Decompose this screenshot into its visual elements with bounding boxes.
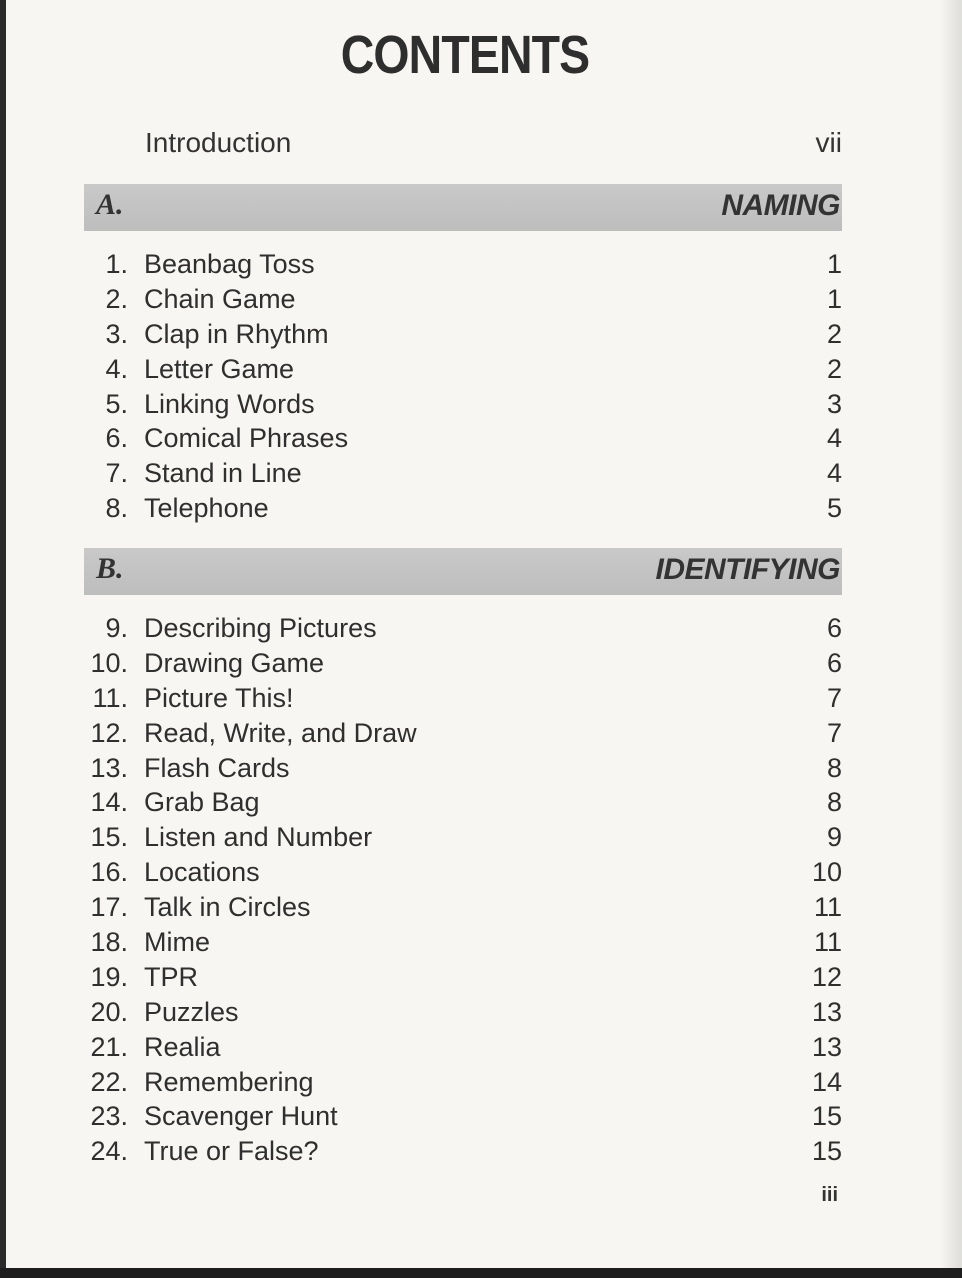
entry-number: 20. — [90, 996, 128, 1027]
entry-number: 6. — [105, 423, 128, 454]
toc-entry[interactable] — [0, 354, 962, 389]
toc-entry[interactable] — [0, 1101, 962, 1136]
page-title: CONTENTS — [340, 25, 590, 85]
entry-page-number: 8 — [826, 787, 842, 818]
entry-title[interactable]: Locations — [144, 857, 260, 888]
folio-page-number: iii — [821, 1184, 838, 1206]
entry-title[interactable]: Picture This! — [144, 682, 294, 713]
toc-entry[interactable] — [0, 822, 962, 857]
entry-title[interactable]: Chain Game — [144, 283, 296, 314]
entry-number: 9. — [105, 613, 128, 643]
entry-number: 15. — [90, 822, 128, 853]
entry-page-number: 14 — [811, 1066, 842, 1097]
toc-entry[interactable] — [0, 389, 962, 424]
entry-page-number: 9 — [826, 822, 842, 853]
entry-title[interactable]: Flash Cards — [144, 752, 290, 783]
toc-entry[interactable] — [0, 718, 962, 753]
entry-number: 13. — [90, 752, 128, 783]
entry-page-number: 5 — [826, 493, 842, 524]
intro-label[interactable]: Introduction — [145, 127, 292, 158]
entry-number: 23. — [90, 1101, 128, 1132]
entry-page-number: 6 — [826, 613, 842, 643]
toc-entry[interactable] — [0, 249, 962, 284]
toc-entry[interactable] — [0, 613, 962, 648]
entry-title[interactable]: Telephone — [144, 493, 269, 524]
entry-number: 12. — [90, 717, 128, 748]
intro-page-number: vii — [815, 127, 842, 158]
toc-entry[interactable] — [0, 1032, 962, 1067]
section-header-a — [84, 184, 842, 231]
entry-title[interactable]: Talk in Circles — [144, 892, 311, 923]
entry-title[interactable]: Listen and Number — [144, 822, 373, 853]
entry-page-number: 13 — [811, 1031, 842, 1062]
section-name: IDENTIFYING — [655, 553, 840, 586]
entry-title[interactable]: Drawing Game — [144, 647, 325, 678]
toc-entry[interactable] — [0, 997, 962, 1032]
entry-number: 10. — [90, 647, 128, 678]
section-letter: A. — [96, 188, 124, 221]
entry-page-number: 2 — [826, 318, 842, 349]
entry-page-number: 11 — [813, 927, 842, 958]
entry-title[interactable]: Beanbag Toss — [144, 249, 315, 279]
toc-entry[interactable] — [0, 458, 962, 493]
entry-title[interactable]: Mime — [144, 927, 210, 958]
entry-title[interactable]: Stand in Line — [144, 458, 302, 489]
entry-number: 1. — [105, 249, 128, 279]
toc-entry[interactable] — [0, 857, 962, 892]
entry-page-number: 7 — [826, 682, 842, 713]
toc-entry[interactable] — [0, 683, 962, 718]
entry-page-number: 3 — [826, 388, 842, 419]
entry-title[interactable]: Grab Bag — [144, 787, 260, 818]
entry-page-number: 4 — [826, 423, 842, 454]
section-name: NAMING — [721, 189, 840, 222]
toc-entry[interactable] — [0, 1067, 962, 1102]
entry-number: 16. — [90, 857, 128, 888]
toc-entry[interactable] — [0, 1136, 962, 1171]
toc-entry[interactable] — [0, 787, 962, 822]
entry-page-number: 13 — [811, 996, 842, 1027]
entry-number: 21. — [90, 1031, 128, 1062]
entry-number: 8. — [105, 493, 128, 524]
page-edge-bottom — [0, 1268, 962, 1278]
entry-number: 2. — [105, 283, 128, 314]
toc-entry[interactable] — [0, 493, 962, 528]
entry-number: 7. — [105, 458, 128, 489]
entry-page-number: 11 — [813, 892, 842, 923]
entry-page-number: 6 — [826, 647, 842, 678]
section-header-b — [84, 548, 842, 595]
entry-page-number: 12 — [811, 961, 842, 992]
toc-entry[interactable] — [0, 892, 962, 927]
entry-title[interactable]: Remembering — [144, 1066, 314, 1097]
entry-title[interactable]: Realia — [144, 1031, 221, 1062]
entry-title[interactable]: Puzzles — [144, 996, 239, 1027]
toc-list-a — [0, 249, 962, 528]
entry-page-number: 10 — [811, 857, 842, 888]
toc-entry[interactable] — [0, 753, 962, 788]
entry-number: 17. — [90, 892, 128, 923]
toc-entry[interactable] — [0, 648, 962, 683]
entry-title[interactable]: Comical Phrases — [144, 423, 349, 454]
entry-page-number: 1 — [826, 283, 842, 314]
entry-title[interactable]: Letter Game — [144, 353, 295, 384]
entry-number: 19. — [90, 961, 128, 992]
entry-number: 14. — [90, 787, 128, 818]
entry-number: 18. — [90, 927, 128, 958]
toc-entry[interactable] — [0, 284, 962, 319]
toc-entry[interactable] — [0, 962, 962, 997]
toc-entry[interactable] — [0, 319, 962, 354]
section-letter: B. — [96, 552, 124, 585]
entry-number: 24. — [90, 1136, 128, 1167]
toc-entry[interactable] — [0, 927, 962, 962]
entry-page-number: 4 — [826, 458, 842, 489]
entry-number: 5. — [105, 388, 128, 419]
entry-title[interactable]: Scavenger Hunt — [144, 1101, 338, 1132]
entry-title[interactable]: True or False? — [144, 1136, 319, 1167]
entry-page-number: 15 — [811, 1101, 842, 1132]
entry-page-number: 7 — [826, 717, 842, 748]
entry-page-number: 2 — [826, 353, 842, 384]
entry-page-number: 8 — [826, 752, 842, 783]
entry-number: 4. — [105, 353, 128, 384]
entry-number: 22. — [90, 1066, 128, 1097]
entry-number: 11. — [92, 682, 128, 713]
entry-title[interactable]: Linking Words — [144, 388, 315, 419]
entry-title[interactable]: Read, Write, and Draw — [144, 717, 417, 748]
toc-list-b — [0, 613, 962, 1171]
entry-title[interactable]: Clap in Rhythm — [144, 318, 329, 349]
entry-title[interactable]: TPR — [144, 961, 198, 992]
entry-page-number: 15 — [811, 1136, 842, 1167]
entry-title[interactable]: Describing Pictures — [144, 613, 377, 643]
toc-entry[interactable] — [0, 423, 962, 458]
entry-page-number: 1 — [826, 249, 842, 279]
entry-number: 3. — [105, 318, 128, 349]
